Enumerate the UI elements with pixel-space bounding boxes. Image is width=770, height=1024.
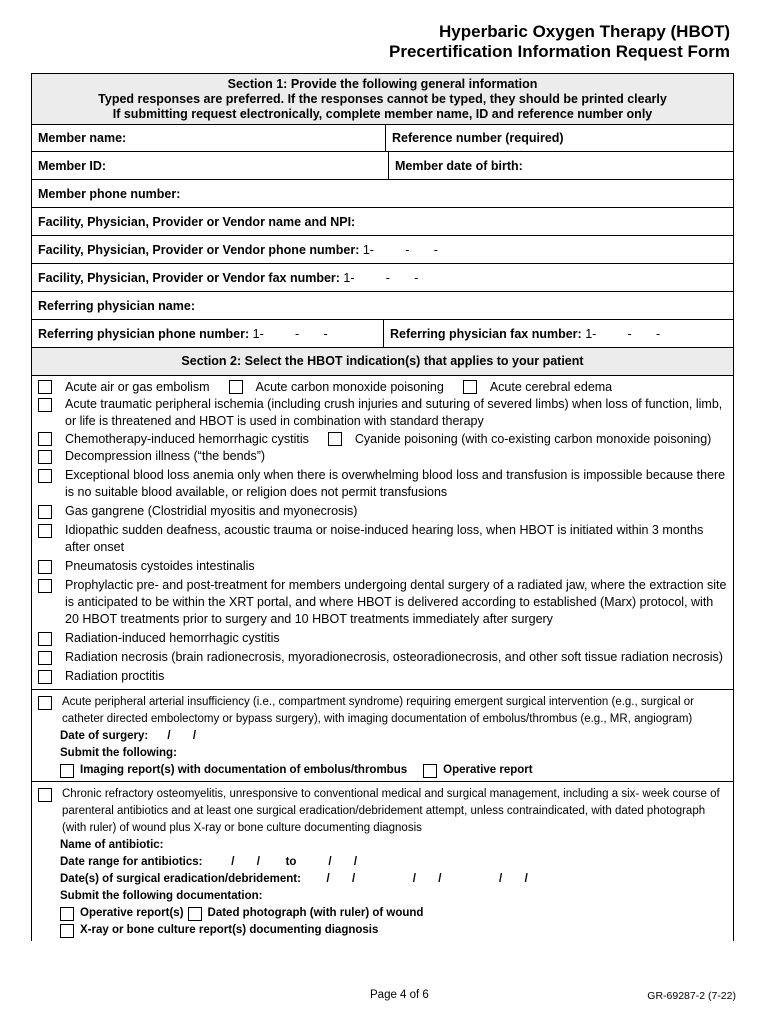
form-code: GR-69287-2 (7-22) [647, 990, 736, 1002]
option-proctitis [38, 668, 727, 685]
option-row-chemo [38, 432, 727, 446]
option-dental [38, 577, 727, 628]
label-dental: Prophylactic pre- and post-treatment for members undergoing dental surgery of a radiated jaw, where the extraction site is anticipated to be within the XRT portal, and where HBOT is delivered according to established (Marx) protocol, with 20 HBOT treatments prior to surgery and 10 HBOT treatments immediately after surgery [65, 578, 727, 626]
referring-name-field[interactable]: Referring physician name: [38, 298, 195, 313]
facility-phone-label: Facility, Physician, Provider or Vendor phone number: [38, 242, 360, 257]
antibiotic-date-range-field[interactable]: Date range for antibiotics: / / to / / [60, 856, 358, 868]
osteo-submit-label: Submit the following documentation: [60, 890, 263, 902]
label-proctitis: Radiation proctitis [65, 669, 165, 683]
section2-heading: Section 2: Select the HBOT indication(s) that applies to your patient [32, 348, 733, 376]
label-radiation-necrosis: Radiation necrosis (brain radionecrosis, myoradionecrosis, osteoradionecrosis, and other soft tissue radiation necrosis) [65, 650, 723, 664]
option-ischemia [38, 396, 727, 430]
referring-phone-field[interactable] [32, 320, 384, 347]
surgical-dates-field[interactable]: Date(s) of surgical eradication/debridement: / / / / / / [60, 873, 528, 885]
option-radiation-necrosis [38, 649, 727, 666]
form-title-line1: Hyperbaric Oxygen Therapy (HBOT) [439, 22, 730, 41]
member-id-field[interactable]: Member ID: [32, 152, 389, 179]
label-pneumatosis: Pneumatosis cystoides intestinalis [65, 559, 255, 573]
checkbox-arterial-insufficiency[interactable] [38, 696, 52, 710]
option-gangrene [38, 503, 727, 520]
option-deafness [38, 522, 727, 556]
row-facility-phone [32, 236, 733, 264]
label-arterial-insufficiency: Acute peripheral arterial insufficiency (i.e., compartment syndrome) requiring emergent surgical intervention (e.g., surgical or catheter directed embolectomy or bypass surgery), with imaging documentation of embolus/thrombus (e.g., MR, angiogram) [62, 696, 694, 725]
precert-form [31, 73, 734, 941]
label-operative-reports: Operative report(s) [80, 907, 184, 919]
option-radiation-cystitis [38, 630, 727, 647]
checkbox-dated-photograph[interactable] [188, 907, 202, 921]
label-ischemia: Acute traumatic peripheral ischemia (including crush injuries and suturing of severed limbs) when loss of function, limb, or life is threatened and HBOT is used in combination with standard therapy [65, 397, 723, 428]
row-facility-name [32, 208, 733, 236]
checkbox-decompression[interactable] [38, 450, 52, 464]
option-blood-loss [38, 467, 727, 501]
label-air-embolism: Acute air or gas embolism [65, 380, 210, 394]
form-title-line2: Precertification Information Request Form [389, 42, 730, 61]
checkbox-cerebral-edema[interactable] [463, 380, 477, 394]
facility-name-field[interactable]: Facility, Physician, Provider or Vendor name and NPI: [38, 214, 356, 229]
checkbox-radiation-cystitis[interactable] [38, 632, 52, 646]
checkbox-operative-report[interactable] [423, 764, 437, 778]
checkbox-cyanide[interactable] [328, 432, 342, 446]
label-carbon-monoxide: Acute carbon monoxide poisoning [255, 380, 444, 394]
label-decompression: Decompression illness (“the bends”) [65, 449, 266, 463]
referring-phone-label: Referring physician phone number: [38, 326, 250, 341]
label-gangrene: Gas gangrene (Clostridial myositis and myonecrosis) [65, 504, 358, 518]
member-name-field[interactable]: Member name: [32, 125, 386, 151]
section1-heading: Section 1: Provide the following general information [227, 77, 538, 91]
row-facility-fax [32, 264, 733, 292]
facility-phone-field[interactable] [32, 236, 733, 263]
checkbox-ischemia[interactable] [38, 398, 52, 412]
checkbox-proctitis[interactable] [38, 670, 52, 684]
arterial-insufficiency-block [32, 690, 733, 782]
row-member-name [32, 125, 733, 152]
section1-header [32, 74, 733, 125]
section1-instructions-electronic: If submitting request electronically, complete member name, ID and reference number only [112, 107, 653, 121]
checkbox-chemo-cystitis[interactable] [38, 432, 52, 446]
reference-number-field[interactable]: Reference number (required) [392, 131, 564, 145]
row-referring-contact [32, 320, 733, 348]
facility-phone-blank: 1- - - [359, 242, 438, 257]
checkbox-air-embolism[interactable] [38, 380, 52, 394]
form-title [389, 22, 730, 62]
row-member-phone [32, 180, 733, 208]
checkbox-pneumatosis[interactable] [38, 560, 52, 574]
row-referring-name [32, 292, 733, 320]
checkbox-carbon-monoxide[interactable] [229, 380, 243, 394]
checkbox-radiation-necrosis[interactable] [38, 651, 52, 665]
option-decompression [38, 448, 727, 465]
referring-fax-blank: 1- - - [581, 326, 661, 341]
label-deafness: Idiopathic sudden deafness, acoustic trauma or noise-induced hearing loss, when HBOT is initiated within 3 months after onset [65, 523, 704, 554]
option-pneumatosis [38, 558, 727, 575]
osteomyelitis-block [32, 782, 733, 941]
label-radiation-cystitis: Radiation-induced hemorrhagic cystitis [65, 631, 280, 645]
referring-fax-label: Referring physician fax number: [390, 326, 582, 341]
checkbox-dental[interactable] [38, 579, 52, 593]
section1-instructions-typed: Typed responses are preferred. If the responses cannot be typed, they should be printed clearly [98, 92, 667, 106]
option-row-acute [38, 380, 727, 394]
label-chemo-cystitis: Chemotherapy-induced hemorrhagic cystitis [65, 432, 309, 446]
row-member-id [32, 152, 733, 180]
facility-fax-blank: 1- - - [339, 270, 419, 285]
member-dob-field[interactable]: Member date of birth: [395, 158, 523, 173]
label-cerebral-edema: Acute cerebral edema [489, 380, 613, 394]
page-number: Page 4 of 6 [370, 989, 429, 1001]
section2-options [32, 376, 733, 690]
label-dated-photograph: Dated photograph (with ruler) of wound [207, 907, 424, 919]
date-of-surgery-field[interactable]: Date of surgery: / / [60, 730, 197, 742]
arterial-submit-label: Submit the following: [60, 747, 177, 759]
label-imaging-report: Imaging report(s) with documentation of embolus/thrombus [80, 764, 408, 776]
label-cyanide: Cyanide poisoning (with co-existing carbon monoxide poisoning) [354, 432, 712, 446]
referring-phone-blank: 1- - - [249, 326, 328, 341]
referring-fax-field[interactable] [384, 320, 733, 347]
checkbox-gangrene[interactable] [38, 505, 52, 519]
checkbox-blood-loss[interactable] [38, 469, 52, 483]
checkbox-xray-report[interactable] [60, 924, 74, 938]
facility-fax-field[interactable] [32, 264, 733, 291]
facility-fax-label: Facility, Physician, Provider or Vendor fax number: [38, 270, 340, 285]
antibiotic-name-field[interactable]: Name of antibiotic: [60, 839, 164, 851]
label-operative-report: Operative report [443, 764, 533, 776]
label-osteomyelitis: Chronic refractory osteomyelitis, unresponsive to conventional medical and surgical management, including a six- week course of parenteral antibiotics and at least one surgical eradication/debridement attempt, unless contraindicated, with dated photograph (with ruler) of wound plus X-ray or bone culture documenting diagnosis [62, 788, 720, 834]
label-blood-loss: Exceptional blood loss anemia only when there is overwhelming blood loss and transfusion is impossible because there is no suitable blood available, or religion does not permit transfusions [65, 468, 726, 499]
member-phone-field[interactable]: Member phone number: [38, 186, 181, 201]
checkbox-operative-reports[interactable] [60, 907, 74, 921]
label-xray-report: X-ray or bone culture report(s) documenting diagnosis [80, 924, 379, 936]
checkbox-imaging-report[interactable] [60, 764, 74, 778]
checkbox-osteomyelitis[interactable] [38, 788, 52, 802]
checkbox-deafness[interactable] [38, 524, 52, 538]
